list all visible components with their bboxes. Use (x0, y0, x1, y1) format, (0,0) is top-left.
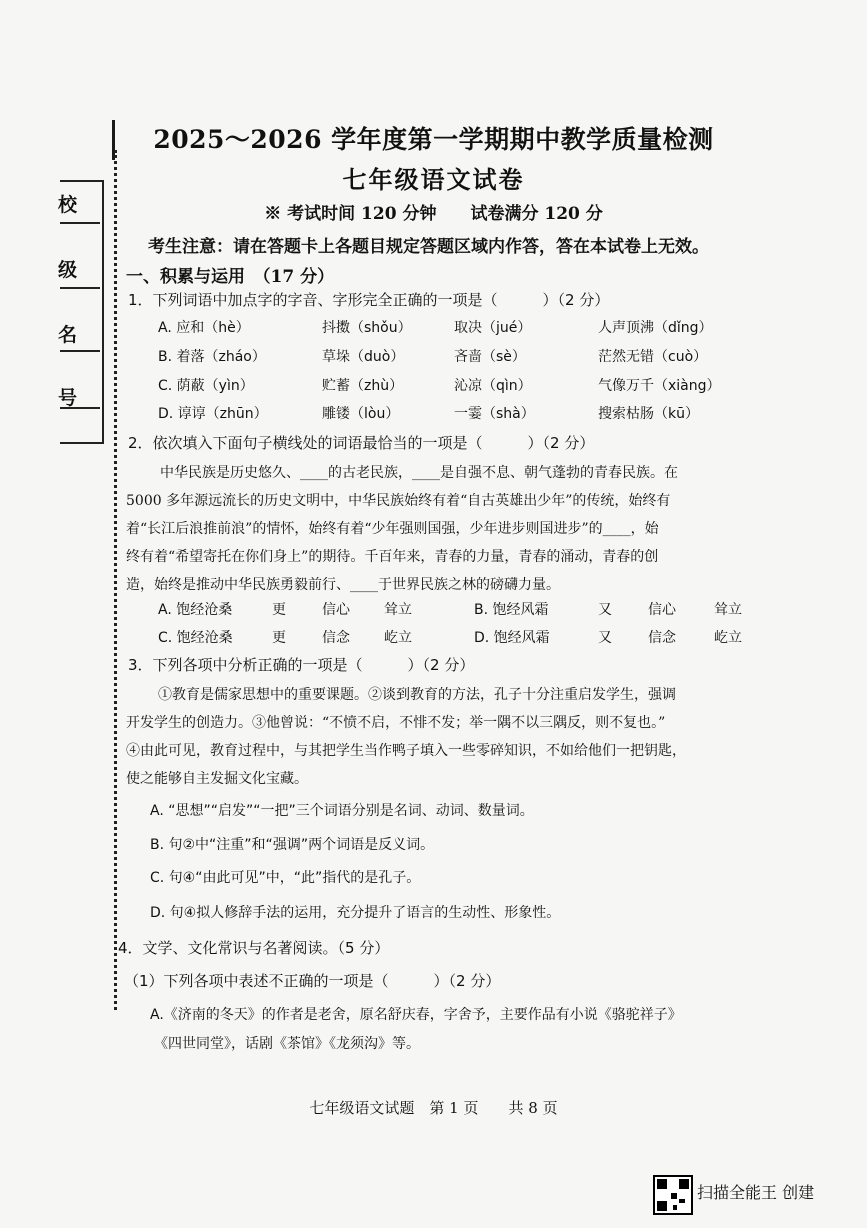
q1-option: A. 应和（hè） (158, 320, 250, 336)
q2-option: 信心 (648, 602, 676, 618)
q1-option: 搜索枯肠（kū） (598, 406, 699, 422)
q1-option: 草垛（duò） (322, 349, 405, 365)
page-footer: 七年级语文试题 第 1 页 共 8 页 (309, 1099, 558, 1117)
q1-option: 一霎（shà） (454, 406, 535, 422)
q2-option: 信念 (648, 630, 676, 646)
exam-subtitle: 七年级语文试卷 (342, 165, 525, 194)
q2-passage-line: 终有着“希望寄托在你们身上”的期待。千百年来，青春的力量，青春的涌动，青春的创 (126, 549, 659, 565)
section-1-title: 一、积累与运用 （17 分） (126, 267, 335, 287)
q2-option: 耸立 (714, 602, 742, 618)
q3-passage-line: 开发学生的创造力。③他曾说：“不愤不启，不悱不发；举一隅不以三隅反，则不复也。” (126, 715, 666, 731)
binding-dotted-line (114, 150, 117, 1010)
q3-passage-line: ④由此可见，教育过程中，与其把学生当作鸭子填入一些零碎知识，不如给他们一把钥匙， (126, 743, 686, 759)
q1-option: 沁凉（qìn） (454, 378, 532, 394)
binding-label-class: 级 (58, 259, 78, 281)
q1-stem: 1．下列词语中加点字的字音、字形完全正确的一项是（ ）（2 分） (128, 291, 610, 309)
q2-option: 又 (598, 630, 612, 646)
q2-passage-line: 5000 多年源远流长的历史文明中，中华民族始终有着“自古英雄出少年”的传统，始终有 (126, 493, 671, 509)
q4-stem: 4．文学、文化常识与名著阅读。（5 分） (118, 939, 390, 957)
q2-option: 信念 (322, 630, 350, 646)
q2-option: A. 饱经沧桑 (158, 602, 233, 618)
q2-stem: 2．依次填入下面句子横线处的词语最恰当的一项是（ ）（2 分） (128, 434, 595, 452)
binding-label-school: 校 (58, 194, 78, 216)
q1-option: 茫然无错（cuò） (598, 349, 708, 365)
binding-label-name: 名 (58, 324, 78, 346)
q2-option: 又 (598, 602, 612, 618)
exam-title: 2025～2026 学年度第一学期期中教学质量检测 (153, 125, 714, 154)
q3-option: A. “思想”“启发”“一把”三个词语分别是名词、动词、数量词。 (150, 803, 534, 819)
q3-option: B. 句②中“注重”和“强调”两个词语是反义词。 (150, 837, 435, 853)
q1-option: 人声顶沸（dǐng） (598, 320, 713, 336)
q2-option: 屹立 (384, 630, 412, 646)
q1-option: 贮蓄（zhù） (322, 378, 404, 394)
q4-option-a-line: A.《济南的冬天》的作者是老舍，原名舒庆春，字舍予，主要作品有小说《骆驼祥子》 (150, 1007, 682, 1023)
q1-option: 气像万千（xiàng） (598, 378, 721, 394)
q1-option: D. 谆谆（zhūn） (158, 406, 268, 422)
q1-option: 吝啬（sè） (454, 349, 526, 365)
q2-passage-line: 着“长江后浪推前浪”的情怀，始终有着“少年强则国强，少年进步则国进步”的____，始 (126, 521, 659, 537)
qr-code-icon (653, 1175, 693, 1215)
q1-option: 取决（jué） (454, 320, 532, 336)
q2-passage-line: 中华民族是历史悠久、____的古老民族，____是自强不息、朝气蓬勃的青春民族。在 (160, 465, 678, 481)
q3-option: C. 句④“由此可见”中，“此”指代的是孔子。 (150, 870, 421, 886)
q3-passage-line: ①教育是儒家思想中的重要课题。②谈到教育的方法，孔子十分注重启发学生，强调 (158, 687, 676, 703)
q2-option: B. 饱经风霜 (474, 602, 549, 618)
q2-option: C. 饱经沧桑 (158, 630, 233, 646)
q1-option: 雕镂（lòu） (322, 406, 400, 422)
q3-stem: 3．下列各项中分析正确的一项是（ ）（2 分） (128, 656, 475, 674)
q2-passage-line: 造，始终是推动中华民族勇毅前行、____于世界民族之林的磅礴力量。 (126, 577, 560, 593)
q2-option: 信心 (322, 602, 350, 618)
q2-option: 耸立 (384, 602, 412, 618)
q2-option: 更 (272, 630, 286, 646)
scanner-brand-watermark: 扫描全能王 创建 (697, 1183, 815, 1202)
binding-divider (60, 350, 100, 352)
q3-passage-line: 使之能够自主发掘文化宝藏。 (126, 771, 308, 787)
binding-divider (60, 287, 100, 289)
exam-info: ※ 考试时间 120 分钟 试卷满分 120 分 (264, 204, 603, 224)
q1-option: C. 荫蔽（yìn） (158, 378, 254, 394)
q2-option: 更 (272, 602, 286, 618)
q2-option: D. 饱经风霜 (474, 630, 550, 646)
binding-label-number: 号 (58, 387, 78, 409)
q2-option: 屹立 (714, 630, 742, 646)
q1-option: B. 着落（zháo） (158, 349, 266, 365)
q1-option: 抖擞（shǒu） (322, 320, 412, 336)
q4-sub1-stem: （1）下列各项中表述不正确的一项是（ ）（2 分） (124, 972, 501, 990)
q3-option: D. 句④拟人修辞手法的运用，充分提升了语言的生动性、形象性。 (150, 905, 561, 921)
exam-notice: 考生注意：请在答题卡上各题目规定答题区域内作答，答在本试卷上无效。 (148, 237, 709, 257)
q4-option-a-line: 《四世同堂》，话剧《茶馆》《龙须沟》等。 (154, 1036, 420, 1052)
